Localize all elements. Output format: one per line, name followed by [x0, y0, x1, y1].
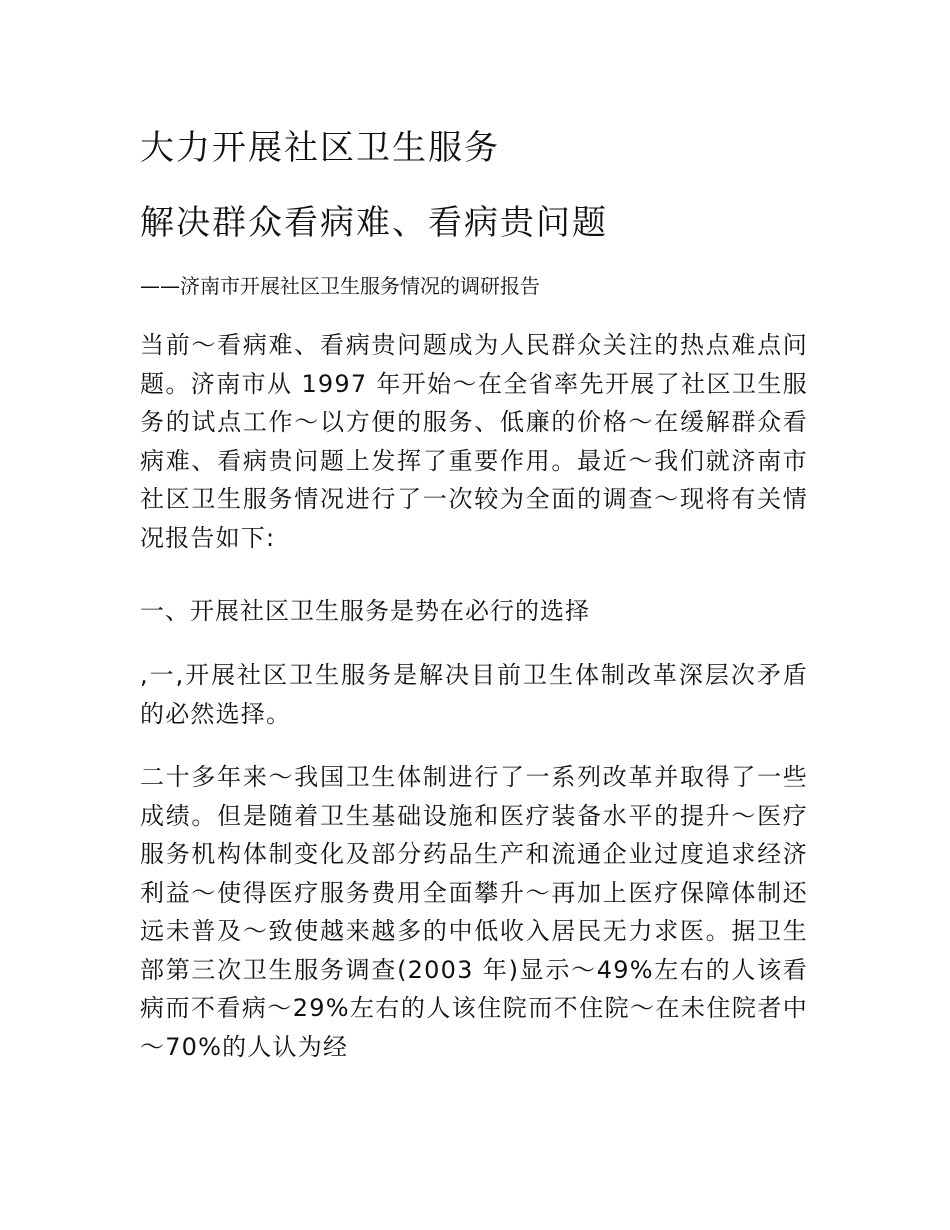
intro-paragraph: 当前～看病难、看病贵问题成为人民群众关注的热点难点问题。济南市从 1997 年开始～在全省率先开展了社区卫生服务的试点工作～以方便的服务、低廉的价格～在缓解群众看病难、看病贵问题上发挥了重要作用。最近～我们就济南市社区卫生服务情况进行了一次较为全面的调查～现将有关情况报告如下:	[140, 331, 808, 552]
body-paragraph: 二十多年来～我国卫生体制进行了一系列改革并取得了一些成绩。但是随着卫生基础设施和医疗装备水平的提升～医疗服务机构体制变化及部分药品生产和流通企业过度追求经济利益～使得医疗服务费用全面攀升～再加上医疗保障体制还远未普及～致使越来越多的中低收入居民无力求医。据卫生部第三次卫生服务调查(2003 年)显示～49%左右的人该看病而不看病～29%左右的人该住院而不住院～在未住院者中～70%的人认为经	[140, 763, 808, 1061]
document-title-line1: 大力开展社区卫生服务	[140, 128, 500, 168]
section-heading: 一、开展社区卫生服务是势在必行的选择	[140, 597, 590, 625]
subsection-heading: ,一,开展社区卫生服务是解决目前卫生体制改革深层次矛盾的必然选择。	[140, 661, 808, 728]
document-title-line2: 解决群众看病难、看病贵问题	[140, 203, 608, 243]
document-subtitle: ——济南市开展社区卫生服务情况的调研报告	[140, 274, 540, 298]
